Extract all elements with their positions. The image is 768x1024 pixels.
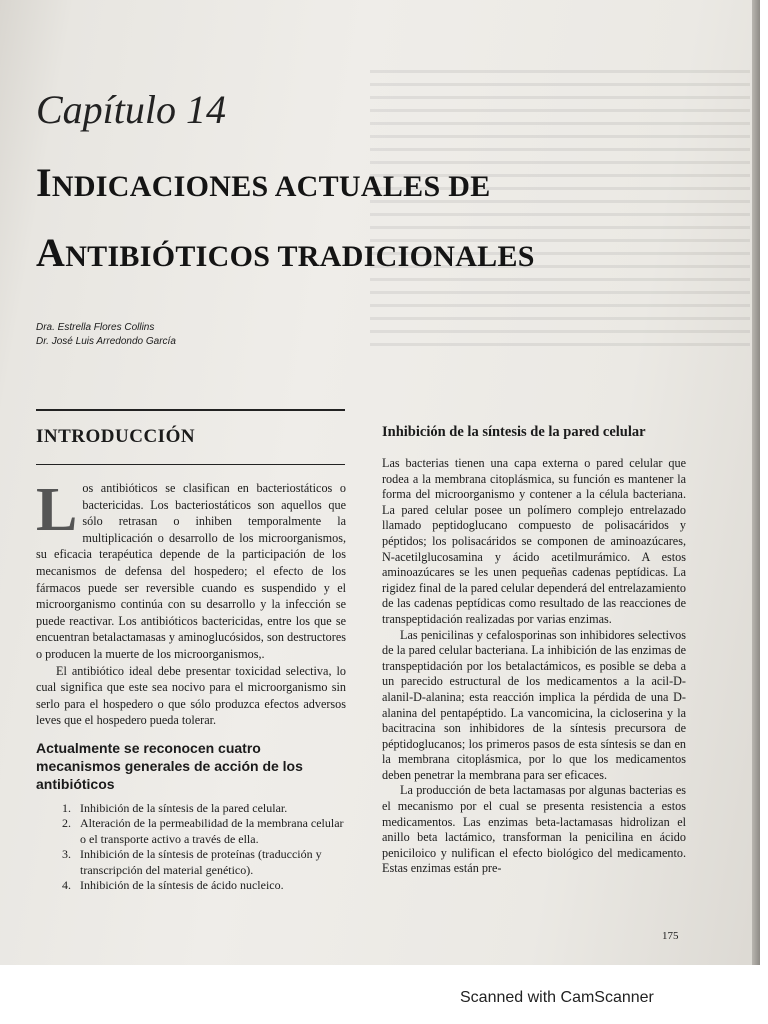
cell-wall-paragraph-3: La producción de beta lactamasas por algunas bacterias es el mecanismo por el cual se presenta resistencia a estos medicamentos. Las enzimas beta-lactamasas hidrolizan el anillo beta lactámico, transforman la penicilina en ácido peniciloico y nulifican el efecto biológico del medicamento. Estas enzimas están pre- [382, 783, 686, 876]
section-rule-top [36, 409, 345, 411]
list-item [36, 816, 346, 847]
list-item [36, 847, 346, 878]
page-number: 175 [662, 930, 679, 942]
intro-heading: INTRODUCCIÓN [36, 426, 196, 447]
title-line-2 [36, 220, 676, 290]
list-item-text: Alteración de la permeabilidad de la membrana celular o el transporte activo a través de ella. [80, 816, 344, 846]
list-item [36, 878, 346, 894]
list-item-number: 3. [62, 847, 71, 862]
chapter-title [36, 150, 676, 290]
list-item-text: Inhibición de la síntesis de la pared celular. [80, 800, 288, 815]
title-line-2-initial: A [36, 230, 66, 275]
list-item-number: 4. [62, 878, 71, 893]
list-item-number: 2. [62, 816, 71, 831]
left-column [36, 476, 346, 894]
drop-cap: L [36, 476, 78, 544]
cell-wall-heading: Inhibición de la síntesis de la pared celular [382, 424, 646, 440]
mechanisms-heading: Actualmente se reconocen cuatro mecanismos generales de acción de los antibióticos [36, 739, 303, 792]
author-1: Dra. Estrella Flores Collins [36, 322, 155, 333]
list-item-text: Inhibición de la síntesis de proteínas (traducción y transcripción del material genético). [80, 847, 322, 877]
intro-paragraph-1-text: os antibióticos se clasifican en bacteriostáticos o bactericidas. Los bacteriostáticos son aquellos que sólo retrasan o inhiben temporalmente la multiplicación o desarrollo de los microorganismos, su eficacia terapéutica depende de la participación de los mecanismos de defensa del hospedero; el efecto de los fármacos puede ser reversible cuando es suspendido y el microorganismo continúa con su desarrollo y la infección se puede reactivar. Los antibióticos bactericidas, entre los que se encuentran betalactamasas y aminoglucósidos, son destructores o producen la muerte de los microorganismos,. [36, 481, 346, 661]
author-2: Dr. José Luis Arredondo García [36, 336, 176, 347]
cell-wall-paragraph-2: Las penicilinas y cefalosporinas son inhibidores selectivos de la pared celular bacteriana. La inhibición de las enzimas de transpeptidación por los betalactámicos, es posible se deba a un parecido estructural de los medicamentos a la acil-D-alanil-D-alanina; esta reacción implica la pérdida de una D-alanina del pentapéptido. La vancomicina, la cicloserina y la bacitracina son inhibidores de la síntesis precursora de péptidoglucanos; los primeros pasos de esta síntesis se dan en la membrana citoplásmica, por lo que los medicamentos deben penetrar la membrana para ser eficaces. [382, 627, 686, 782]
intro-paragraph-1 [36, 476, 346, 663]
scanner-watermark: Scanned with CamScanner [460, 989, 654, 1006]
list-item-text: Inhibición de la síntesis de ácido nucleico. [80, 878, 284, 893]
title-line-1-initial: I [36, 160, 52, 205]
list-item [36, 801, 346, 817]
mechanisms-list [36, 801, 346, 894]
authors [36, 321, 176, 349]
chapter-label: Capítulo 14 [36, 87, 227, 132]
intro-paragraph-2: El antibiótico ideal debe presentar toxicidad selectiva, lo cual significa que este sea nocivo para el microorganismo sin serlo para el hospedero o que sólo produzca efectos adversos leves que el hospedero pueda tolerar. [36, 663, 346, 728]
page-edge-shadow [752, 0, 760, 965]
title-line-2-rest: NTIBIÓTICOS TRADICIONALES [65, 240, 535, 273]
cell-wall-paragraph-1: Las bacterias tienen una capa externa o pared celular que rodea a la membrana citoplásmica, su función es mantener la forma del microorganismo y contener a la célula bacteriana. La pared celular posee un polímero complejo entrelazado llamado peptidoglucano compuesto de polisacáridos y péptidos; los polisacáridos se componen de aminoazúcares, N-acetilglucosamina y ácido acetilmurámico. A estos aminoazúcares se les unen pequeñas cadenas peptídicas. La rigidez final de la pared celular dependerá del entrelazamiento de las cadenas peptídicas como resultado de las reacciones de transpeptidación realizadas por varias enzimas. [382, 456, 686, 626]
section-rule-bottom [36, 464, 345, 465]
right-column [382, 456, 686, 877]
list-item-number: 1. [62, 800, 71, 815]
title-line-1 [36, 150, 676, 220]
title-line-1-rest: NDICACIONES ACTUALES DE [51, 170, 491, 203]
